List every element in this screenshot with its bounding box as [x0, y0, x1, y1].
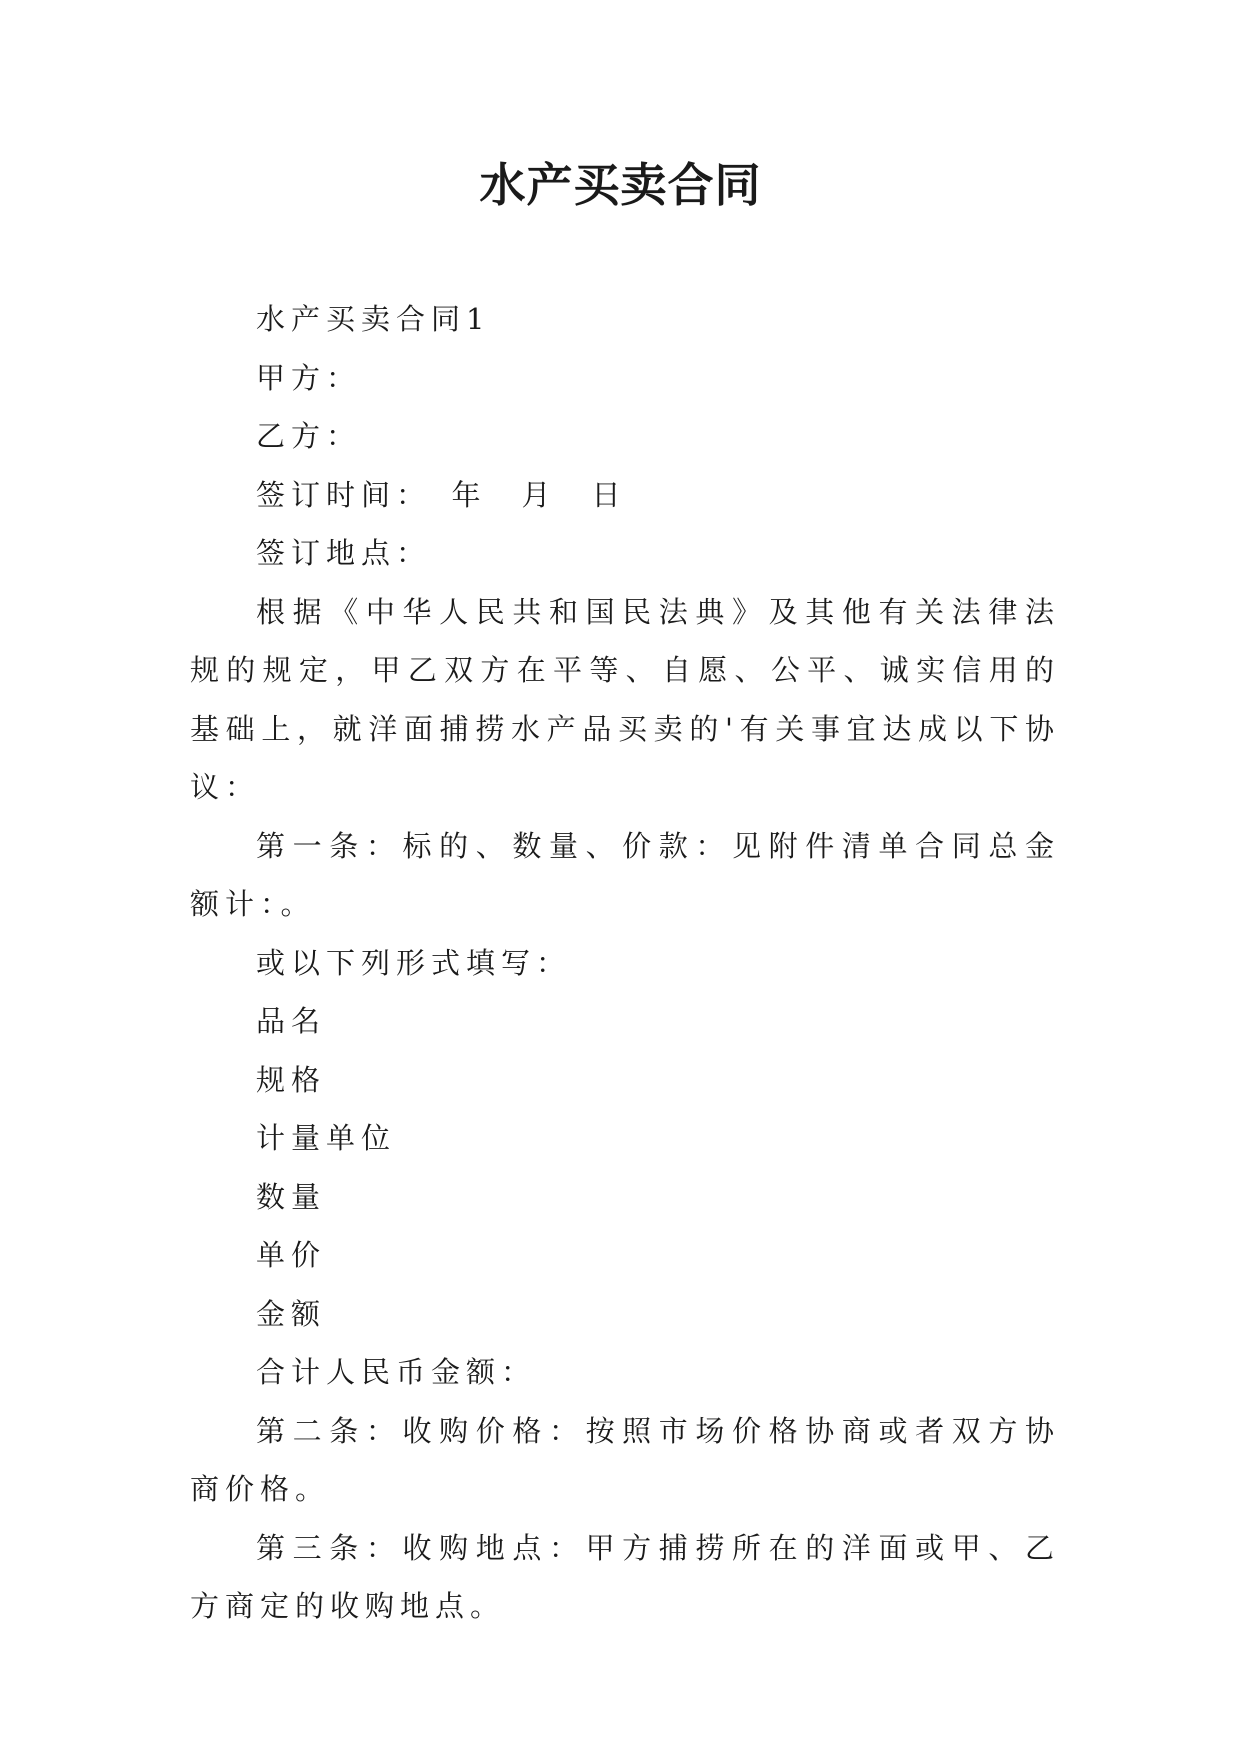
preamble-paragraph: 根据《中华人民共和国民法典》及其他有关法律法规的规定，甲乙双方在平等、自愿、公平、诚实信用的基础上，就洋面捕捞水产品买卖的'有关事宜达成以下协议：: [190, 594, 1060, 804]
article-2-paragraph: 第二条：收购价格：按照市场价格协商或者双方协商价格。: [190, 1413, 1060, 1506]
field-product-name: 品名: [256, 1004, 327, 1038]
field-total-rmb: 合计人民币金额：: [256, 1355, 537, 1389]
field-unit-price: 单价: [256, 1238, 327, 1272]
document-title: 水产买卖合同: [479, 158, 762, 212]
contract-subtitle: 水产买卖合同1: [256, 302, 491, 336]
field-amount: 金额: [256, 1296, 327, 1331]
field-quantity: 数量: [256, 1179, 327, 1214]
signing-date-line: 签订时间： 年 月 日: [256, 477, 627, 512]
article-1-paragraph: 第一条：标的、数量、价款：见附件清单合同总金额计：。: [190, 828, 1060, 921]
party-a-line: 甲方：: [256, 360, 362, 395]
form-instruction-line: 或以下列形式填写：: [256, 945, 572, 980]
article-3-paragraph: 第三条：收购地点：甲方捕捞所在的洋面或甲、乙方商定的收购地点。: [190, 1530, 1060, 1623]
field-specification: 规格: [256, 1062, 327, 1097]
field-unit: 计量单位: [256, 1121, 397, 1155]
party-b-line: 乙方：: [256, 419, 362, 453]
signing-place-line: 签订地点：: [256, 536, 432, 570]
document-body: [190, 290, 1060, 1636]
